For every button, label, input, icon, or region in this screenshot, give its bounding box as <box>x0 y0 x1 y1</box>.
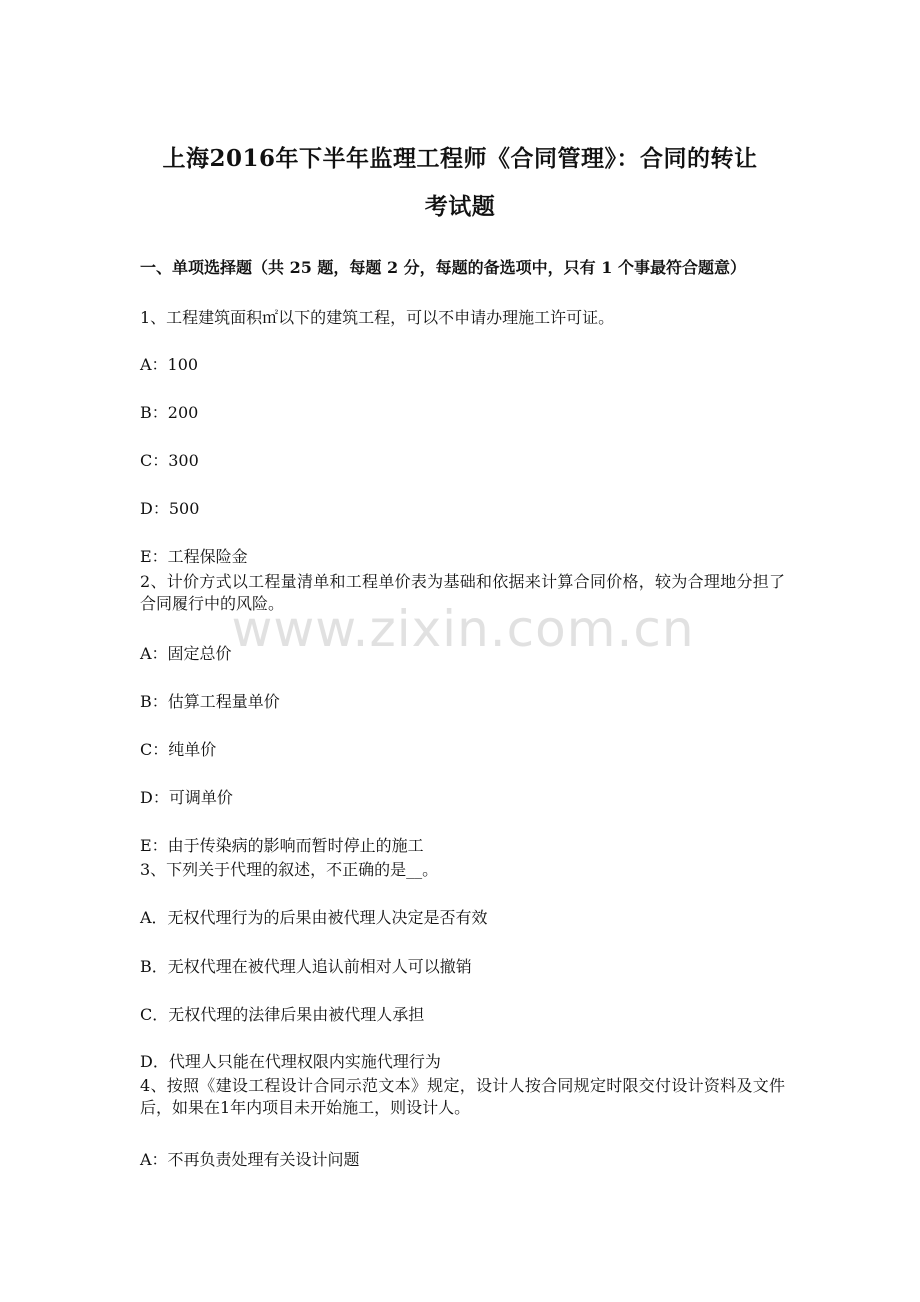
question-1-option-b: B：200 <box>140 403 199 422</box>
question-2-option-a: A：固定总价 <box>140 644 232 663</box>
question-2-option-d: D：可调单价 <box>140 788 233 807</box>
question-4-option-a: A：不再负责处理有关设计问题 <box>140 1150 360 1169</box>
question-4-stem: 4、按照《建设工程设计合同示范文本》规定，设计人按合同规定时限交付设计资料及文件后，如果在1年内项目未开始施工，则设计人。 <box>140 1076 785 1117</box>
question-3-stem: 3、下列关于代理的叙述，不正确的是__。 <box>140 860 439 879</box>
question-2-option-e: E：由于传染病的影响而暂时停止的施工 <box>140 836 424 855</box>
question-2-option-c: C：纯单价 <box>140 740 217 759</box>
question-1-stem: 1、工程建筑面积㎡以下的建筑工程，可以不申请办理施工许可证。 <box>140 308 615 327</box>
question-2-stem: 2、计价方式以工程量清单和工程单价表为基础和依据来计算合同价格，较为合理地分担了合同履行中的风险。 <box>140 572 785 613</box>
section-heading: 一、单项选择题（共 25 题，每题 2 分，每题的备选项中，只有 1 个事最符合题意） <box>140 258 746 277</box>
question-1-option-a: A：100 <box>140 355 199 374</box>
question-1-option-c: C：300 <box>140 451 199 470</box>
question-3-option-a: A．无权代理行为的后果由被代理人决定是否有效 <box>140 908 488 927</box>
document-title-line-2: 考试题 <box>424 193 496 220</box>
question-1-option-d: D：500 <box>140 499 200 518</box>
question-3-option-c: C．无权代理的法律后果由被代理人承担 <box>140 1005 425 1024</box>
watermark: www.zixin.com.cn <box>231 600 695 658</box>
question-2-option-b: B：估算工程量单价 <box>140 692 280 711</box>
question-3-option-b: B．无权代理在被代理人追认前相对人可以撤销 <box>140 957 472 976</box>
question-3-option-d: D．代理人只能在代理权限内实施代理行为 <box>140 1052 441 1071</box>
document-title-line-1: 上海2016年下半年监理工程师《合同管理》：合同的转让 <box>162 145 758 172</box>
question-1-option-e: E：工程保险金 <box>140 547 248 566</box>
